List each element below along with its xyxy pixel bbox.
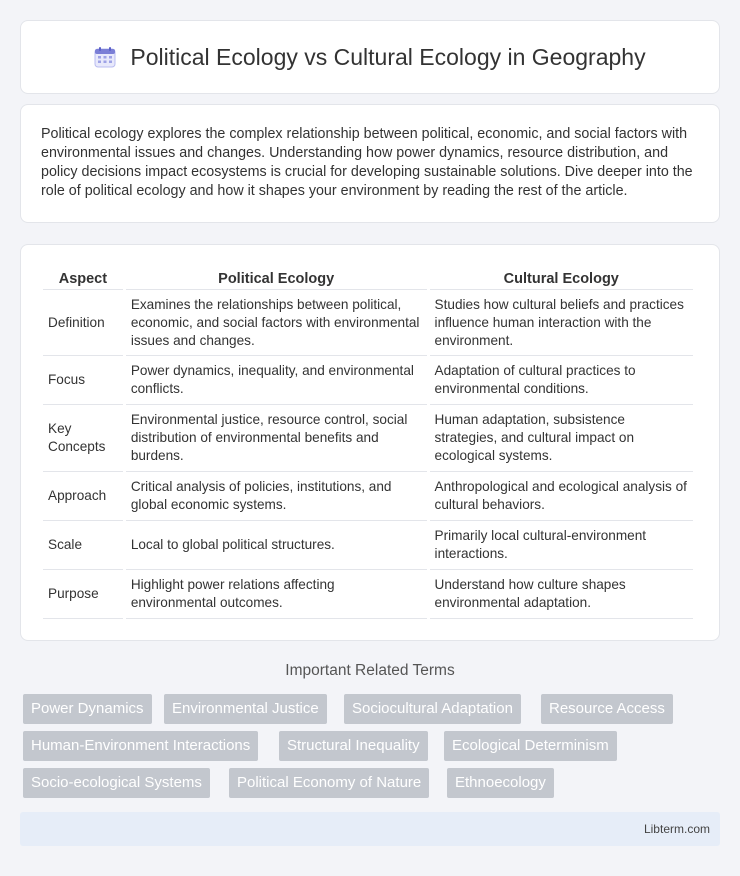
tag-structural-inequality[interactable]: Structural Inequality: [279, 731, 428, 761]
row-cultural: Understand how culture shapes environmental adaptation.: [430, 570, 693, 619]
row-cultural: Human adaptation, subsistence strategies, and cultural impact on ecological systems.: [430, 405, 693, 472]
header-political: Political Ecology: [126, 265, 427, 290]
comparison-table: [40, 265, 696, 619]
row-aspect: Focus: [43, 356, 123, 405]
table-row: [43, 570, 693, 619]
row-aspect: Purpose: [43, 570, 123, 619]
row-cultural: Anthropological and ecological analysis of cultural behaviors.: [430, 472, 693, 521]
row-aspect: Approach: [43, 472, 123, 521]
intro-text: Political ecology explores the complex relationship between political, economic, and social factors with environmental issues and changes. Understanding how power dynamics, resource distribution, and policy decisions impact ecosystems is crucial for developing sustainable solutions. Dive deeper into the role of political ecology and how it shapes your environment by reading the rest of the article.: [41, 126, 693, 199]
header-aspect: Aspect: [43, 265, 123, 290]
tag-ecological-determinism[interactable]: Ecological Determinism: [444, 731, 617, 761]
tag-socio-ecological-systems[interactable]: Socio-ecological Systems: [23, 768, 210, 798]
tag-political-economy-of-nature[interactable]: Political Economy of Nature: [229, 768, 429, 798]
tag-power-dynamics[interactable]: Power Dynamics: [23, 694, 152, 724]
related-terms-title: Important Related Terms: [285, 662, 455, 679]
tag-environmental-justice[interactable]: Environmental Justice: [164, 694, 327, 724]
comparison-table-card: [20, 244, 720, 641]
table-row: [43, 356, 693, 405]
title-card: [20, 20, 720, 94]
row-political: Highlight power relations affecting environmental outcomes.: [126, 570, 427, 619]
row-political: Critical analysis of policies, institutions, and global economic systems.: [126, 472, 427, 521]
header-cultural: Cultural Ecology: [430, 265, 693, 290]
calendar-icon: [94, 46, 116, 68]
tag-sociocultural-adaptation[interactable]: Sociocultural Adaptation: [344, 694, 521, 724]
row-aspect: Scale: [43, 521, 123, 570]
page-title: Political Ecology vs Cultural Ecology in Geography: [130, 43, 646, 70]
row-cultural: Adaptation of cultural practices to environmental conditions.: [430, 356, 693, 405]
table-row: [43, 405, 693, 472]
row-aspect: Definition: [43, 290, 123, 356]
row-political: Examines the relationships between political, economic, and social factors with environmental issues and changes.: [126, 290, 427, 356]
row-cultural: Primarily local cultural-environment interactions.: [430, 521, 693, 570]
table-row: [43, 521, 693, 570]
row-political: Environmental justice, resource control, social distribution of environmental benefits and burdens.: [126, 405, 427, 472]
row-political: Local to global political structures.: [126, 521, 427, 570]
footer: [20, 812, 720, 846]
table-row: [43, 472, 693, 521]
footer-site-link[interactable]: Libterm.com: [643, 822, 710, 836]
tag-human-environment-interactions[interactable]: Human-Environment Interactions: [23, 731, 258, 761]
intro-card: [20, 104, 720, 223]
tag-resource-access[interactable]: Resource Access: [541, 694, 673, 724]
row-cultural: Studies how cultural beliefs and practices influence human interaction with the environment.: [430, 290, 693, 356]
table-row: [43, 290, 693, 356]
row-aspect: Key Concepts: [43, 405, 123, 472]
tag-ethnoecology[interactable]: Ethnoecology: [447, 768, 554, 798]
row-political: Power dynamics, inequality, and environmental conflicts.: [126, 356, 427, 405]
